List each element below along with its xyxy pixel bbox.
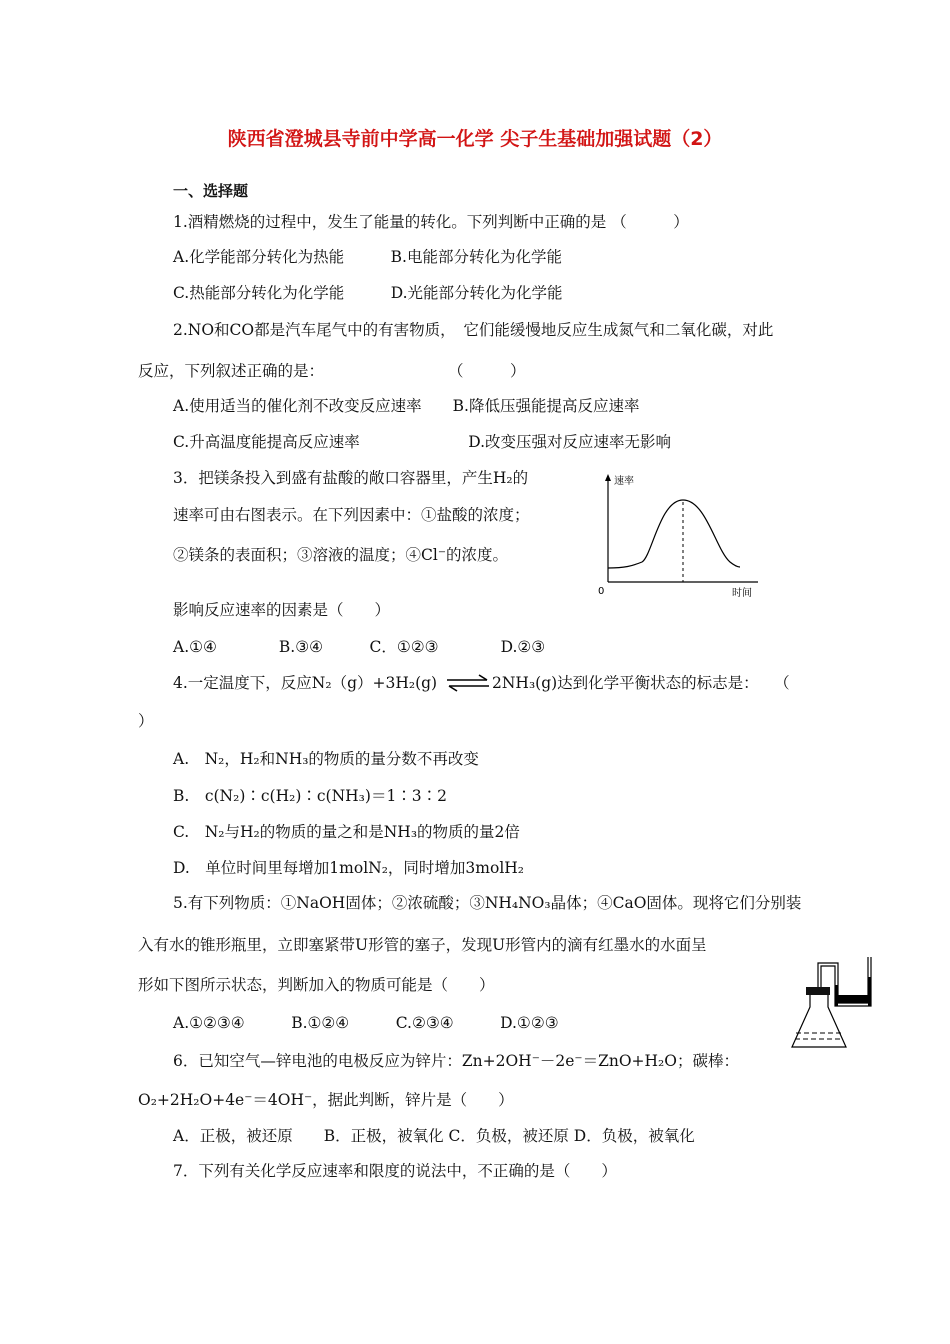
q3-options: A.①④ B.③④ C．①②③ D.②③ [173, 638, 546, 656]
rate-time-graph [590, 470, 770, 605]
section-heading: 一、选择题 [173, 182, 249, 200]
q5-stem-line2: 入有水的锥形瓶里，立即塞紧带U形管的塞子，发现U形管内的滴有红墨水的水面呈 [138, 936, 707, 954]
q6-options: A．正极，被还原 B．正极，被氧化 C．负极，被还原 D．负极，被氧化 [173, 1127, 695, 1145]
flask-u-tube-diagram [780, 955, 880, 1055]
equilibrium-arrows-icon [445, 674, 491, 692]
q4-option-b: B. c(N₂)∶c(H₂)∶c(NH₃)＝1∶3∶2 [173, 787, 448, 805]
q2-stem-line1: 2.NO和CO都是汽车尾气中的有害物质， 它们能缓慢地反应生成氮气和二氧化碳，对此 [173, 321, 774, 339]
graph-y-label: 速率 [614, 476, 634, 487]
q2-options-cd: C.升高温度能提高反应速率 D.改变压强对反应速率无影响 [173, 433, 672, 451]
q4-stem-part1: 4.一定温度下，反应N₂（g）+3H₂(g) [173, 674, 438, 692]
q2-stem-line2: 反应，下列叙述正确的是： （ ） [138, 362, 526, 380]
q1-stem: 1.酒精燃烧的过程中，发生了能量的转化。下列判断中正确的是 （ ） [173, 213, 689, 231]
graph-rate-curve [608, 500, 740, 568]
q4-option-d: D. 单位时间里每增加1molN₂，同时增加3molH₂ [173, 859, 525, 877]
q5-stem-line1: 5.有下列物质：①NaOH固体；②浓硫酸；③NH₄NO₃晶体；④CaO固体。现将它们分别装 [173, 894, 802, 912]
q4-stem-part2: 2NH₃(g)达到化学平衡状态的标志是： （ [492, 674, 790, 692]
q4-option-a: A. N₂，H₂和NH₃的物质的量分数不再改变 [173, 750, 479, 768]
graph-y-arrow [605, 474, 611, 481]
q5-options: A.①②③④ B.①②④ C.②③④ D.①②③ [173, 1014, 559, 1032]
q3-stem-line1: 3．把镁条投入到盛有盐酸的敞口容器里，产生H₂的 [173, 469, 529, 487]
page-title: 陕西省澄城县寺前中学高一化学 尖子生基础加强试题（2） [227, 128, 723, 150]
q3-stem-line2: 速率可由右图表示。在下列因素中：①盐酸的浓度； [173, 506, 530, 524]
q6-stem-line1: 6．已知空气—锌电池的电极反应为锌片：Zn+2OH⁻－2e⁻＝ZnO+H₂O；碳棒： [173, 1052, 739, 1070]
q4-stem-close: ） [138, 712, 154, 730]
q6-stem-line2: O₂+2H₂O+4e⁻＝4OH⁻，据此判断，锌片是（ ） [138, 1091, 514, 1109]
q4-option-c: C. N₂与H₂的物质的量之和是NH₃的物质的量2倍 [173, 823, 520, 841]
q5-stem-line3: 形如下图所示状态，判断加入的物质可能是（ ） [138, 976, 495, 994]
q1-options-cd: C.热能部分转化为化学能 D.光能部分转化为化学能 [173, 284, 563, 302]
q7-stem: 7．下列有关化学反应速率和限度的说法中，不正确的是（ ） [173, 1162, 617, 1180]
graph-x-label: 时间 [732, 588, 752, 599]
q3-stem-line3: ②镁条的表面积；③溶液的温度；④Cl⁻的浓度。 [173, 546, 508, 564]
graph-origin-label: 0 [598, 586, 605, 597]
q2-options-ab: A.使用适当的催化剂不改变反应速率 B.降低压强能提高反应速率 [173, 397, 640, 415]
q1-options-ab: A.化学能部分转化为热能 B.电能部分转化为化学能 [173, 248, 562, 266]
q3-stem-line4: 影响反应速率的因素是（ ） [173, 601, 391, 619]
